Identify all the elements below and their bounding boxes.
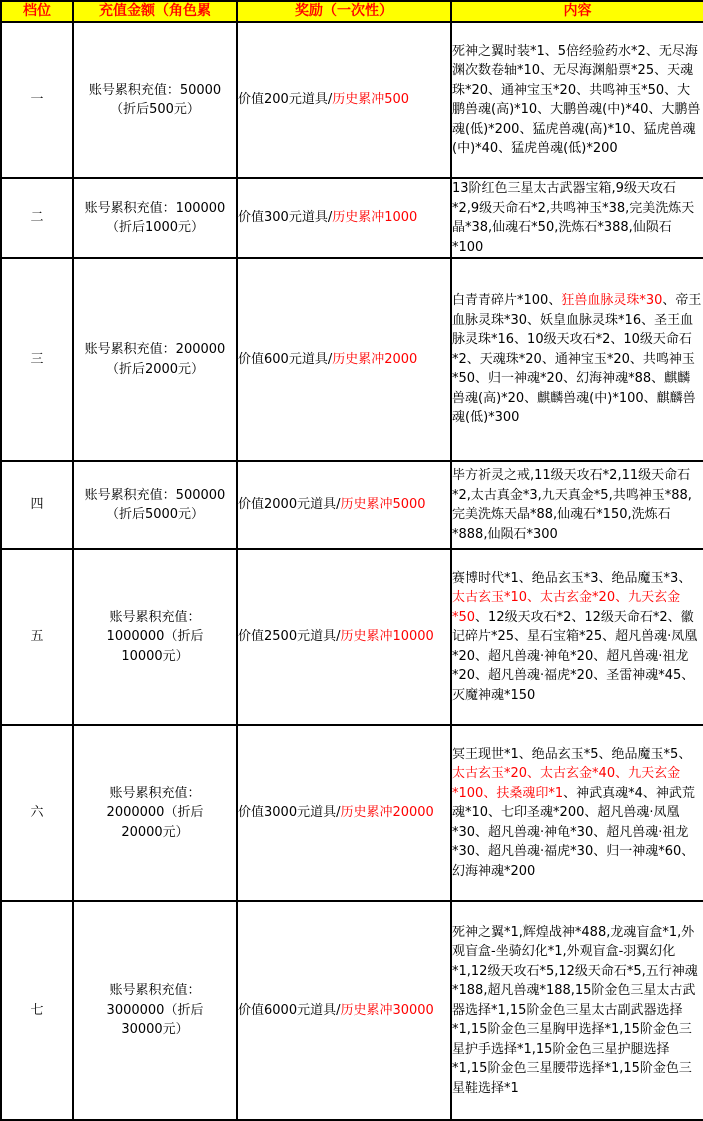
reward-history: 历史累冲500: [332, 92, 410, 108]
content-text: 、帝王血脉灵珠*30、妖皇血脉灵珠*16、圣王血脉灵珠*16、10级天攻石*2、10级天命石*2、天魂珠*20、通神宝玉*20、共鸣神玉*50、归一神魂*20、幻海神魂*88、麒麟兽魂(高)*20、麒麟兽魂(中)*100、麒麟兽魂(低)*300: [452, 293, 702, 426]
amount-line: 30000元）: [121, 1022, 189, 1038]
reward-value: 价值3000元道具/: [238, 805, 341, 821]
reward-value: 价值200元道具/: [238, 92, 333, 108]
content-text: 毕方祈灵之戒,11级天攻石*2,11级天命石*2,太古真金*3,九天真金*5,共鸣神玉*88,完美洗炼天晶*88,仙魂石*150,洗炼石*888,仙陨石*300: [452, 468, 692, 542]
table-row: [1, 901, 703, 1120]
header-row: [1, 1, 703, 22]
amount-cell: [73, 461, 237, 549]
tier-cell: 一: [1, 22, 73, 178]
table-row: [1, 461, 703, 549]
amount-line: （折后1000元）: [105, 220, 205, 235]
content-text: 死神之翼时装*1、5倍经验药水*2、无尽海渊次数卷轴*10、无尽海渊船票*25、天魂珠*20、通神宝玉*20、共鸣神玉*50、大鹏兽魂(高)*10、大鹏兽魂(中)*40、大鹏兽魂(低)*200、猛虎兽魂(高)*10、猛虎兽魂(中)*40、猛虎兽魂(低)*200: [452, 43, 701, 156]
amount-line: 账号累积充值：: [109, 785, 201, 801]
content-cell: [451, 901, 703, 1120]
content-cell: [451, 549, 703, 725]
content-text: 冥王现世*1、绝品玄玉*5、绝品魔玉*5、: [452, 746, 692, 762]
header-content: 内容: [451, 1, 703, 22]
amount-line: 账号累积充值：200000: [84, 342, 226, 357]
amount-line: 3000000（折后: [106, 1002, 204, 1018]
content-cell: [451, 178, 703, 258]
reward-cell: [237, 549, 451, 725]
amount-cell: [73, 178, 237, 258]
content-cell: [451, 258, 703, 461]
reward-history: 历史累冲1000: [332, 210, 418, 226]
reward-cell: [237, 461, 451, 549]
table-row: [1, 549, 703, 725]
reward-history: 历史累冲5000: [340, 497, 426, 513]
content-cell: [451, 461, 703, 549]
amount-line: 账号累积充值：50000: [88, 82, 222, 98]
tier-cell: 五: [1, 549, 73, 725]
table-row: [1, 178, 703, 258]
content-text: 、12级天攻石*2、12级天命石*2、徽记碎片*25、星石宝箱*25、超凡兽魂·凤凰*20、超凡兽魂·神龟*20、超凡兽魂·祖龙*20、超凡兽魂·福虎*20、圣雷神魂*45、灭魔神魂*150: [452, 609, 698, 703]
reward-value: 价值2000元道具/: [238, 497, 341, 513]
amount-line: 账号累积充值：: [109, 609, 201, 625]
amount-cell: [73, 258, 237, 461]
reward-history: 历史累冲2000: [332, 351, 418, 367]
table-row: [1, 258, 703, 461]
table-row: [1, 22, 703, 178]
reward-cell: [237, 258, 451, 461]
tier-cell: 三: [1, 258, 73, 461]
amount-cell: [73, 22, 237, 178]
header-tier: 档位: [1, 1, 73, 22]
amount-line: 10000元）: [121, 648, 189, 664]
header-amount: 充值金额（角色累: [73, 1, 237, 22]
tier-cell: 二: [1, 178, 73, 258]
content-text: 、神武真魂*4、神武荒魂*10、七印圣魂*200、超凡兽魂·凤凰*30、超凡兽魂·神龟*30、超凡兽魂·祖龙*30、超凡兽魂·福虎*30、归一神魂*60、幻海神魂*200: [452, 785, 695, 879]
amount-line: 账号累积充值：100000: [84, 200, 226, 216]
reward-cell: [237, 22, 451, 178]
reward-cell: [237, 178, 451, 258]
reward-cell: [237, 901, 451, 1120]
content-cell: [451, 725, 703, 901]
reward-cell: [237, 725, 451, 901]
content-text-highlight: 太古玄玉*10、太古玄金*20、九天玄金*50: [452, 590, 681, 625]
reward-history: 历史累冲30000: [340, 1002, 434, 1018]
amount-line: 账号累积充值：500000: [84, 487, 226, 503]
content-text-highlight: 狂兽血脉灵珠*30: [561, 293, 663, 309]
tier-cell: 七: [1, 901, 73, 1120]
reward-value: 价值300元道具/: [238, 210, 333, 226]
amount-line: 账号累积充值：: [109, 983, 201, 999]
content-cell: [451, 22, 703, 178]
reward-value: 价值2500元道具/: [238, 629, 341, 645]
content-text: 死神之翼*1,辉煌战神*488,龙魂盲盒*1,外观盲盒-坐骑幻化*1,外观盲盒-羽翼幻化*1,12级天攻石*5,12级天命石*5,五行神魂*188,超凡兽魂*188,15阶金色三星太古武器选择*1,15阶金色三星太古副武器选择*1,15阶金色三星胸甲选择*1,15阶金色三星护手选择*1,15阶金色三星护腿选择*1,15阶金色三星腰带选择*1,15阶金色三星鞋选择*1: [452, 924, 698, 1096]
amount-line: 20000元）: [121, 824, 189, 840]
reward-value: 价值600元道具/: [238, 351, 333, 367]
reward-history: 历史累冲20000: [340, 805, 434, 821]
header-reward: 奖励（一次性）: [237, 1, 451, 22]
table-row: [1, 725, 703, 901]
content-text-highlight: 太古玄玉*20、太古玄金*40、九天玄金*100、扶桑魂印*1: [452, 766, 681, 801]
reward-history: 历史累冲10000: [340, 629, 434, 645]
tier-cell: 六: [1, 725, 73, 901]
content-text: 13阶红色三星太古武器宝箱,9级天攻石*2,9级天命石*2,共鸣神玉*38,完美洗炼天晶*38,仙魂石*50,洗炼石*388,仙陨石*100: [452, 181, 695, 255]
content-text: 赛博时代*1、绝品玄玉*3、绝品魔玉*3、: [452, 570, 692, 586]
amount-line: （折后500元）: [110, 102, 200, 117]
amount-cell: [73, 725, 237, 901]
amount-cell: [73, 549, 237, 725]
amount-cell: [73, 901, 237, 1120]
content-text: 白青青碎片*100、: [452, 293, 562, 309]
amount-line: 2000000（折后: [106, 805, 204, 821]
reward-value: 价值6000元道具/: [238, 1002, 341, 1018]
tier-cell: 四: [1, 461, 73, 549]
amount-line: （折后2000元）: [105, 361, 205, 377]
amount-line: （折后5000元）: [105, 507, 205, 522]
amount-line: 1000000（折后: [106, 629, 204, 645]
